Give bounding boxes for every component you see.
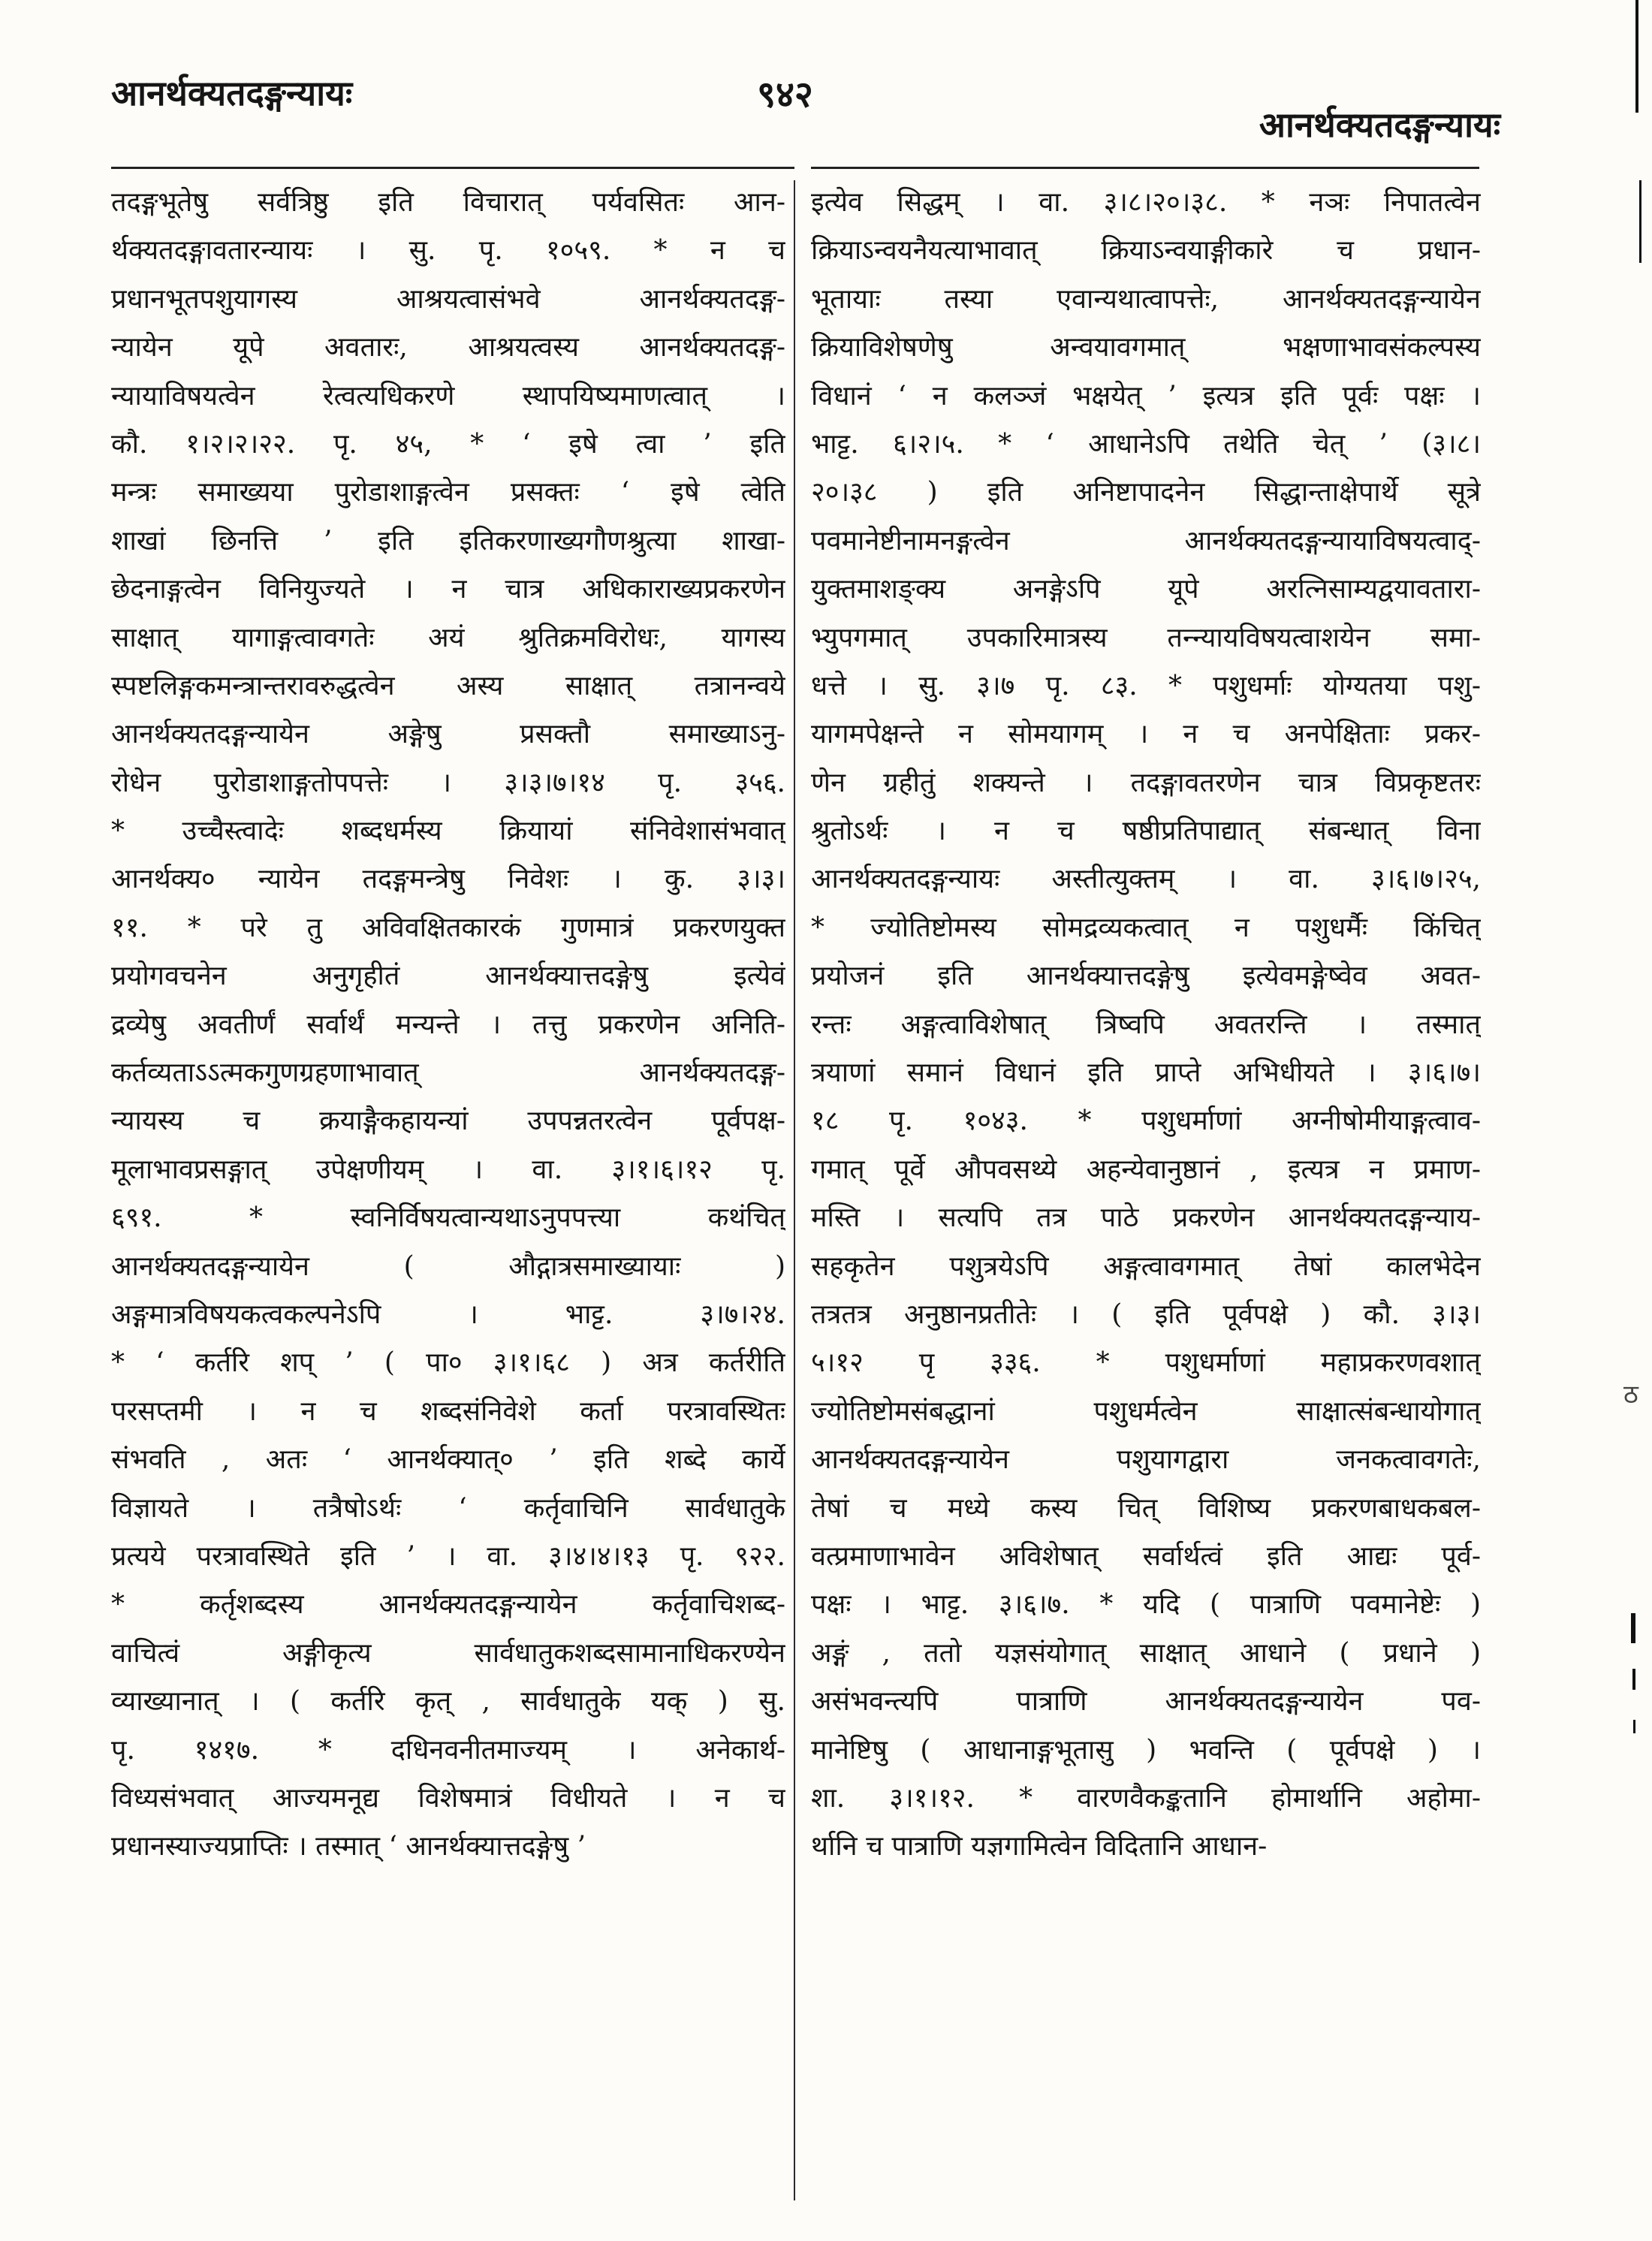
text-line: प्रधानस्याज्यप्राप्तिः । तस्मात् ‘ आनर्थक्यात्तदङ्गेषु ’ xyxy=(111,1831,586,1862)
text-line: विज्ञायते । तत्रैषोऽर्थः ‘ कर्तृवाचिनि सार्वधातुके xyxy=(111,1492,785,1524)
text-line: भाट्ट. ६।२।५. * ‘ आधानेऽपि तथेति चेत् ’ (३।८। xyxy=(811,428,1481,460)
text-line: विध्यसंभवात् आज्यमनूद्य विशेषमात्रं विधीयते । न च xyxy=(111,1782,785,1814)
scan-edge-mark xyxy=(1639,180,1641,263)
text-line: कर्तव्यताऽऽत्मकगुणग्रहणाभावात् आनर्थक्यतदङ्ग- xyxy=(111,1057,785,1089)
text-line: भ्युपगमात् उपकारिमात्रस्य तन्न्यायविषयत्वाशयेन समा- xyxy=(811,622,1481,653)
text-line: वत्प्रमाणाभावेन अविशेषात् सर्वार्थत्वं इति आद्यः पूर्व- xyxy=(811,1540,1481,1572)
text-line: रन्तः अङ्गत्वाविशेषात् त्रिष्वपि अवतरन्ति । तस्मात् xyxy=(811,1009,1481,1040)
text-line: क्रियाऽन्वयनैयत्याभावात् क्रियाऽन्वयाङ्गीकारे च प्रधान- xyxy=(811,235,1481,267)
text-line: आनर्थक्यतदङ्गन्यायेन पशुयागद्वारा जनकत्वावगतेः, xyxy=(811,1444,1481,1476)
text-line: प्रधानभूतपशुयागस्य आश्रयत्वासंभवे आनर्थक्यतदङ्ग- xyxy=(111,283,785,315)
right-text-column xyxy=(811,179,1481,1872)
text-line: भूतायाः तस्या एवान्यथात्वापत्तेः, आनर्थक्यतदङ्गन्यायेन xyxy=(811,283,1481,315)
text-line: साक्षात् यागाङ्गत्वावगतेः अयं श्रुतिक्रमविरोधः, यागस्य xyxy=(111,622,785,653)
text-line: युक्तमाशङ्क्य अनङ्गेऽपि यूपे अरत्निसाम्यद्वयावतारा- xyxy=(811,574,1481,605)
text-line: कौ. १।२।२।२२. पृ. ४५, * ‘ इषे त्वा ’ इति xyxy=(111,428,785,460)
text-line: प्रत्यये परत्रावस्थिते इति ’ । वा. ३।४।४।१३ पृ. ९२२. xyxy=(111,1540,785,1572)
text-line: प्रयोजनं इति आनर्थक्यात्तदङ्गेषु इत्येवमङ्गेष्वेव अवत- xyxy=(811,961,1481,992)
text-line: अङ्गमात्रविषयकत्वकल्पनेऽपि । भाट्ट. ३।७।२४. xyxy=(111,1298,785,1330)
text-line: अङ्गं , ततो यज्ञसंयोगात् साक्षात् आधाने ( प्रधाने ) xyxy=(811,1637,1481,1669)
text-line: ११. * परे तु अविवक्षितकारकं गुणमात्रं प्रकरणयुक्त xyxy=(111,912,785,943)
text-line: * ज्योतिष्टोमस्य सोमद्रव्यकत्वात् न पशुधर्मैः किंचित् xyxy=(811,912,1481,943)
text-line: न्यायाविषयत्वेन रेत्वत्यधिकरणे स्थापयिष्यमाणत्वात् । xyxy=(111,380,785,412)
text-line: संभवति , अतः ‘ आनर्थक्यात्० ’ इति शब्दे कार्ये xyxy=(111,1444,785,1476)
text-line: वाचित्वं अङ्गीकृत्य सार्वधातुकशब्दसामानाधिकरण्येन xyxy=(111,1637,785,1669)
text-line: २०।३८ ) इति अनिष्टापादनेन सिद्धान्ताक्षेपार्थे सूत्रे xyxy=(811,477,1481,508)
text-line: प्रयोगवचनेन अनुगृहीतं आनर्थक्यात्तदङ्गेषु इत्येवं xyxy=(111,961,785,992)
text-line: परसप्तमी । न च शब्दसंनिवेशे कर्ता परत्रावस्थितः xyxy=(111,1395,785,1427)
header-left-title: आनर्थक्यतदङ्गन्यायः xyxy=(111,73,353,113)
text-line: आनर्थक्यतदङ्गन्यायेन अङ्गेषु प्रसक्तौ समाख्याऽनु- xyxy=(111,719,785,750)
text-line: धत्ते । सु. ३।७ पृ. ८३. * पशुधर्माः योग्यतया पशु- xyxy=(811,670,1481,701)
text-line: * ‘ कर्तरि शप् ’ ( पा० ३।१।६८ ) अत्र कर्तरीति xyxy=(111,1347,785,1379)
text-line: पृ. १४१७. * दधिनवनीतमाज्यम् । अनेकार्थ- xyxy=(111,1734,785,1766)
text-line: सहकृतेन पशुत्रयेऽपि अङ्गत्वावगमात् तेषां कालभेदेन xyxy=(811,1250,1481,1282)
text-line: मूलाभावप्रसङ्गात् उपेक्षणीयम् । वा. ३।१।६।१२ पृ. xyxy=(111,1154,785,1185)
text-line: र्थानि च पात्राणि यज्ञगामित्वेन विदितानि आधान- xyxy=(811,1831,1268,1862)
text-line: १८ पृ. १०४३. * पशुधर्माणां अग्नीषोमीयाङ्गत्वाव- xyxy=(811,1105,1481,1137)
text-line: न्यायेन यूपे अवतारः, आश्रयत्वस्य आनर्थक्यतदङ्ग- xyxy=(111,332,785,363)
text-line: रोधेन पुरोडाशाङ्गतोपपत्तेः । ३।३।७।१४ पृ. ३५६. xyxy=(111,767,785,798)
text-line: श्रुतोऽर्थः । न च षष्ठीप्रतिपाद्यात् संबन्धात् विना xyxy=(811,816,1481,847)
header-right-title: आनर्थक्यतदङ्गन्यायः xyxy=(1259,104,1500,145)
text-line: तत्रतत्र अनुष्ठानप्रतीतेः । ( इति पूर्वपक्षे ) कौ. ३।३। xyxy=(811,1298,1481,1330)
text-line: ज्योतिष्टोमसंबद्धानां पशुधर्मत्वेन साक्षात्संबन्धायोगात् xyxy=(811,1395,1481,1427)
text-line: तेषां च मध्ये कस्य चित् विशिष्य प्रकरणबाधकबल- xyxy=(811,1492,1481,1524)
text-line: छेदनाङ्गत्वेन विनियुज्यते । न चात्र अधिकाराख्यप्रकरणेन xyxy=(111,574,785,605)
text-line: णेन ग्रहीतुं शक्यन्ते । तदङ्गावतरणेन चात्र विप्रकृष्टतरः xyxy=(811,767,1481,798)
text-line: आनर्थक्य० न्यायेन तदङ्गमन्त्रेषु निवेशः । कु. ३।३। xyxy=(111,864,785,895)
text-line: त्रयाणां समानं विधानं इति प्राप्ते अभिधीयते । ३।६।७। xyxy=(811,1057,1481,1089)
text-line: क्रियाविशेषणेषु अन्वयावगमात् भक्षणाभावसंकल्पस्य xyxy=(811,332,1481,363)
text-line: तदङ्गभूतेषु सर्वत्रिष्ठु इति विचारात् पर्यवसितः आन- xyxy=(111,187,785,218)
text-line: मस्ति । सत्यपि तत्र पाठे प्रकरणेन आनर्थक्यतदङ्गन्याय- xyxy=(811,1202,1481,1234)
scan-edge-mark xyxy=(1635,0,1638,113)
text-line: मन्त्रः समाख्यया पुरोडाशाङ्गत्वेन प्रसक्तः ‘ इषे त्वेति xyxy=(111,477,785,508)
text-line: * कर्तृशब्दस्य आनर्थक्यतदङ्गन्यायेन कर्तृवाचिशब्द- xyxy=(111,1589,785,1621)
text-line: इत्येव सिद्धम् । वा. ३।८।२०।३८. * नञः निपातत्वेन xyxy=(811,187,1481,218)
scan-edge-mark xyxy=(1631,1613,1635,1643)
text-line: द्रव्येषु अवतीर्णं सर्वार्थं मन्यन्ते । तत्तु प्रकरणेन अनिति- xyxy=(111,1009,785,1040)
page-header xyxy=(111,62,1500,144)
text-line: व्याख्यानात् । ( कर्तरि कृत् , सार्वधातुके यक् ) सु. xyxy=(111,1686,785,1718)
margin-glyph: ठ xyxy=(1623,1380,1638,1410)
header-rule-left xyxy=(111,167,794,169)
text-line: ६९१. * स्वनिर्विषयत्वान्यथाऽनुपपत्त्या कथंचित् xyxy=(111,1202,785,1234)
text-line: न्यायस्य च क्रयाङ्गैकहायन्यां उपपन्नतरत्वेन पूर्वपक्ष- xyxy=(111,1105,785,1137)
text-line: शाखां छिनत्ति ’ इति इतिकरणाख्यगौणश्रुत्या शाखा- xyxy=(111,525,785,556)
text-line: विधानं ‘ न कलञ्जं भक्षयेत् ’ इत्यत्र इति पूर्वः पक्षः । xyxy=(811,380,1481,412)
text-line: पवमानेष्टीनामनङ्गत्वेन आनर्थक्यतदङ्गन्यायाविषयत्वाद्- xyxy=(811,525,1481,556)
text-line: आनर्थक्यतदङ्गन्यायः अस्तीत्युक्तम् । वा. ३।६।७।२५, xyxy=(811,864,1481,895)
text-line: स्पष्टलिङ्गकमन्त्रान्तरावरुद्धत्वेन अस्य साक्षात् तत्रानन्वये xyxy=(111,670,785,701)
text-line: शा. ३।१।१२. * वारणवैकङ्कतानि होमार्थानि अहोमा- xyxy=(811,1782,1481,1814)
text-line: गमात् पूर्वे औपवसथ्ये अहन्येवानुष्ठानं , इत्यत्र न प्रमाण- xyxy=(811,1154,1481,1185)
scan-edge-mark xyxy=(1633,1720,1635,1733)
text-line: यागमपेक्षन्ते न सोमयागम् । न च अनपेक्षिताः प्रकर- xyxy=(811,719,1481,750)
text-line: असंभवन्त्यपि पात्राणि आनर्थक्यतदङ्गन्यायेन पव- xyxy=(811,1686,1481,1718)
column-divider xyxy=(794,180,795,2200)
left-text-column xyxy=(111,179,785,1872)
text-line: पक्षः । भाट्ट. ३।६।७. * यदि ( पात्राणि पवमानेष्टेः ) xyxy=(811,1589,1481,1621)
text-line: र्थक्यतदङ्गावतारन्यायः । सु. पृ. १०५९. * न च xyxy=(111,235,785,267)
scan-edge-mark xyxy=(1632,1669,1635,1690)
header-rule-right xyxy=(811,167,1479,169)
text-line: आनर्थक्यतदङ्गन्यायेन ( औद्गात्रसमाख्यायाः ) xyxy=(111,1250,785,1282)
page-number: ९४२ xyxy=(757,74,813,116)
text-line: ५।१२ पृ ३३६. * पशुधर्माणां महाप्रकरणवशात् xyxy=(811,1347,1481,1379)
text-line: मानेष्टिषु ( आधानाङ्गभूतासु ) भवन्ति ( पूर्वपक्षे ) । xyxy=(811,1734,1481,1766)
text-line: * उच्चैस्त्वादेः शब्दधर्मस्य क्रियायां संनिवेशासंभवात् xyxy=(111,816,785,847)
